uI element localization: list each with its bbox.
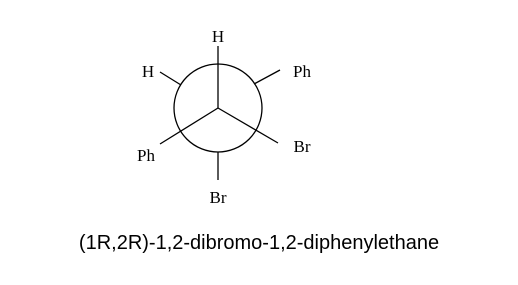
label-front-lower-left: Ph	[137, 146, 155, 165]
rear-bond-upper-left	[160, 72, 181, 85]
label-back-upper-right: Ph	[293, 62, 311, 81]
compound-name-caption: (1R,2R)-1,2-dibromo-1,2-diphenylethane	[78, 232, 440, 254]
label-back-upper-left: H	[141, 62, 155, 81]
rear-bond-upper-right	[254, 70, 280, 84]
front-bond-lower-left	[160, 108, 218, 144]
label-back-bottom: Br	[209, 188, 227, 207]
front-bond-lower-right	[218, 108, 278, 143]
label-front-top: H	[211, 27, 225, 46]
label-front-lower-right: Br	[293, 137, 311, 156]
